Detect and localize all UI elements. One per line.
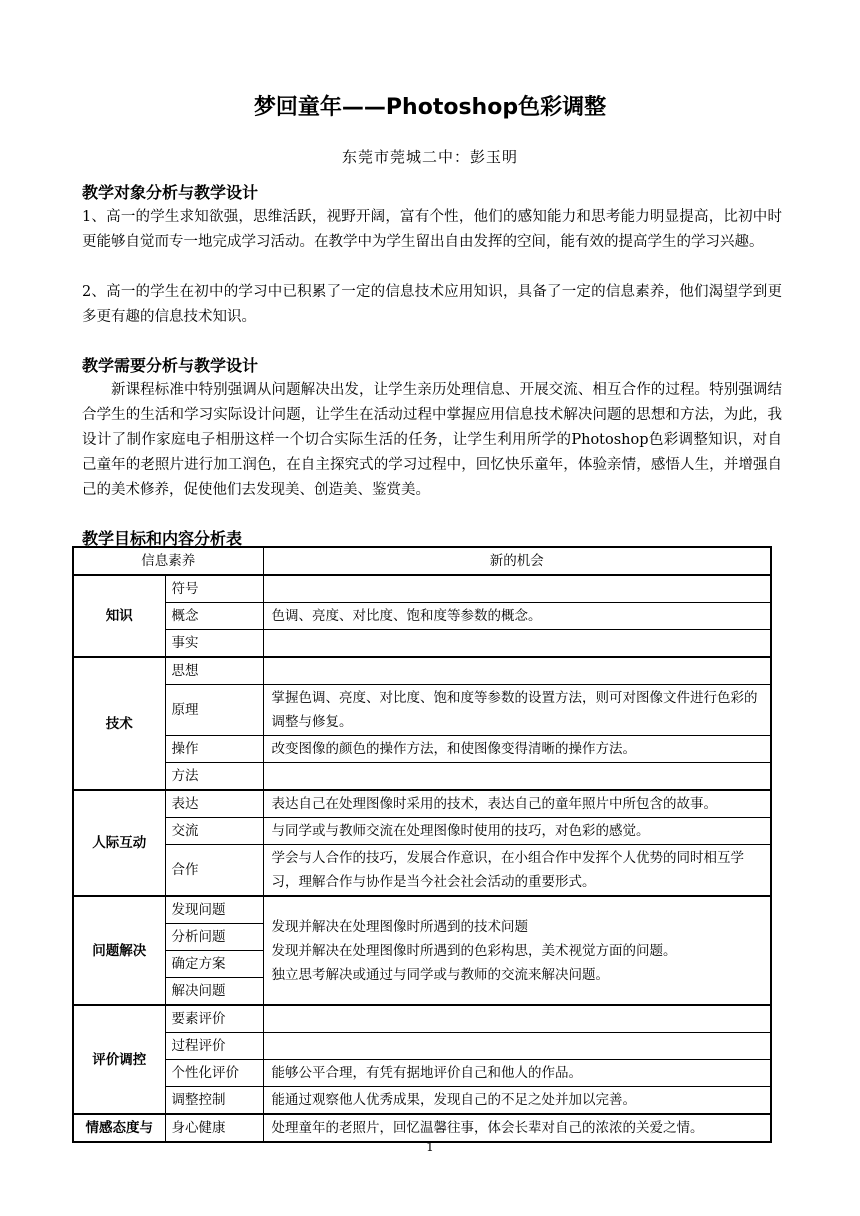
table-header-info-literacy: 信息素养 <box>73 547 263 575</box>
row-desc-adjust-control: 能通过观察他人优秀成果，发现自己的不足之处并加以完善。 <box>263 1087 771 1115</box>
row-desc-personal-eval: 能够公平合理，有凭有据地评价自己和他人的作品。 <box>263 1060 771 1087</box>
problem-solving-line-2: 发现并解决在处理图像时所遇到的色彩构思，美术视觉方面的问题。 <box>271 942 677 959</box>
table-row <box>73 1114 771 1142</box>
row-desc-concept: 色调、亮度、对比度、饱和度等参数的概念。 <box>263 603 771 630</box>
row-desc-method <box>263 763 771 791</box>
row-label-method: 方法 <box>165 763 263 791</box>
group-knowledge: 知识 <box>73 575 165 657</box>
row-label-element-eval: 要素评价 <box>165 1005 263 1033</box>
row-label-communication: 交流 <box>165 818 263 845</box>
author-line: 东莞市莞城二中：彭玉明 <box>341 148 518 166</box>
paragraph-student-1: 1、高一的学生求知欲强，思维活跃，视野开阔，富有个性，他们的感知能力和思考能力明显提高，比初中时更能够自觉而专一地完成学习活动。在教学中为学生留出自由发挥的空间，能有效的提高学生的学习兴趣。 <box>82 209 782 250</box>
table-row <box>73 1087 771 1115</box>
row-desc-communication: 与同学或与教师交流在处理图像时使用的技巧，对色彩的感觉。 <box>263 818 771 845</box>
row-desc-operation: 改变图像的颜色的操作方法，和使图像变得清晰的操作方法。 <box>263 736 771 763</box>
row-desc-health: 处理童年的老照片，回忆温馨往事，体会长辈对自己的浓浓的关爱之情。 <box>263 1114 771 1142</box>
row-desc-problem-solving <box>263 896 771 1005</box>
section-heading-objectives-table: 教学目标和内容分析表 <box>82 529 243 548</box>
table-row <box>73 1060 771 1087</box>
table-header-new-opportunity: 新的机会 <box>263 547 771 575</box>
row-label-principle: 原理 <box>165 685 263 736</box>
page-number: 1 <box>426 1140 434 1154</box>
row-desc-symbol <box>263 575 771 603</box>
group-technology: 技术 <box>73 657 165 790</box>
problem-solving-line-3: 独立思考解决或通过与同学或与教师的交流来解决问题。 <box>271 966 609 983</box>
row-label-find-problem: 发现问题 <box>165 896 263 924</box>
row-label-operation: 操作 <box>165 736 263 763</box>
row-label-analyze-problem: 分析问题 <box>165 924 263 951</box>
row-label-cooperation: 合作 <box>165 845 263 897</box>
table-row <box>73 736 771 763</box>
table-row <box>73 845 771 897</box>
document-title: 梦回童年——Photoshop色彩调整 <box>253 95 607 120</box>
section-heading-student-analysis: 教学对象分析与教学设计 <box>82 183 259 202</box>
table-row <box>73 1005 771 1033</box>
row-desc-fact <box>263 630 771 658</box>
row-desc-idea <box>263 657 771 685</box>
row-label-expression: 表达 <box>165 790 263 818</box>
group-problem-solving: 问题解决 <box>73 896 165 1005</box>
row-label-decide-plan: 确定方案 <box>165 951 263 978</box>
row-label-solve-problem: 解决问题 <box>165 978 263 1006</box>
row-label-health: 身心健康 <box>165 1114 263 1142</box>
paragraph-needs: 新课程标准中特别强调从问题解决出发，让学生亲历处理信息、开展交流、相互合作的过程。特别强调结合学生的生活和学习实际设计问题，让学生在活动过程中掌握应用信息技术解决问题的思想和方法，为此，我设计了制作家庭电子相册这样一个切合实际生活的任务，让学生利用所学的Photoshop色彩调整知识，对自己童年的老照片进行加工润色，在自主探究式的学习过程中，回忆快乐童年，体验亲情，感悟人生，并增强自己的美术修养，促使他们去发现美、创造美、鉴赏美。 <box>82 382 782 498</box>
row-label-symbol: 符号 <box>165 575 263 603</box>
table-header-row <box>73 547 771 575</box>
table-row <box>73 896 771 924</box>
table-row <box>73 575 771 603</box>
objectives-table <box>72 546 772 1143</box>
group-emotion-attitude: 情感态度与 <box>73 1114 165 1142</box>
row-label-personal-eval: 个性化评价 <box>165 1060 263 1087</box>
row-label-process-eval: 过程评价 <box>165 1033 263 1060</box>
table-row <box>73 763 771 791</box>
row-desc-cooperation: 学会与人合作的技巧，发展合作意识，在小组合作中发挥个人优势的同时相互学习，理解合作与协作是当今社会社会活动的重要形式。 <box>263 845 771 897</box>
row-label-concept: 概念 <box>165 603 263 630</box>
table-row <box>73 790 771 818</box>
table-row <box>73 603 771 630</box>
row-label-idea: 思想 <box>165 657 263 685</box>
table-row <box>73 657 771 685</box>
row-desc-process-eval <box>263 1033 771 1060</box>
row-desc-element-eval <box>263 1005 771 1033</box>
section-heading-needs-analysis: 教学需要分析与教学设计 <box>82 356 259 375</box>
row-desc-expression: 表达自己在处理图像时采用的技术，表达自己的童年照片中所包含的故事。 <box>263 790 771 818</box>
paragraph-student-2: 2、高一的学生在初中的学习中已积累了一定的信息技术应用知识，具备了一定的信息素养，他们渴望学到更多更有趣的信息技术知识。 <box>82 284 782 325</box>
table-row <box>73 818 771 845</box>
table-row <box>73 630 771 658</box>
group-evaluation: 评价调控 <box>73 1005 165 1114</box>
row-label-fact: 事实 <box>165 630 263 658</box>
group-interpersonal: 人际互动 <box>73 790 165 896</box>
problem-solving-line-1: 发现并解决在处理图像时所遇到的技术问题 <box>271 918 528 935</box>
row-desc-principle: 掌握色调、亮度、对比度、饱和度等参数的设置方法，则可对图像文件进行色彩的调整与修复。 <box>263 685 771 736</box>
table-row <box>73 1033 771 1060</box>
row-label-adjust-control: 调整控制 <box>165 1087 263 1115</box>
table-row <box>73 685 771 736</box>
